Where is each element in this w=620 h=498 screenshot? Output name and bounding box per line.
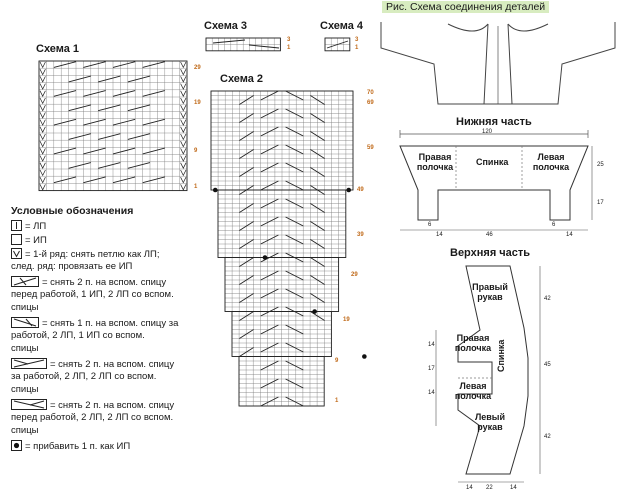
scheme-2-row-1: 1 <box>335 398 339 404</box>
upper-dim-1: 42 <box>544 296 551 302</box>
chart-grid <box>211 91 353 190</box>
scheme-4-title: Схема 4 <box>320 20 364 32</box>
upper-left-front-label: Левая полочка <box>454 381 492 401</box>
legend-cable-2 <box>11 317 216 331</box>
chart-grid <box>239 357 324 407</box>
purl-symbol-icon <box>11 234 22 245</box>
slip-mark <box>40 69 45 74</box>
slip-stitch-icon <box>11 248 22 259</box>
lower-height-2-label: 17 <box>597 200 604 206</box>
cable-stroke <box>83 119 105 125</box>
cable-stroke <box>69 163 91 169</box>
lower-height-1-label: 25 <box>597 162 604 168</box>
cable-stroke <box>54 148 76 154</box>
slip-mark <box>40 98 45 103</box>
cable-stroke <box>83 177 105 183</box>
lower-side-width-right-label: 14 <box>566 232 573 238</box>
slip-mark <box>181 134 186 139</box>
slip-mark <box>40 120 45 125</box>
legend-purl <box>11 234 216 248</box>
legend-cable-2-line-2: работой, 2 ЛП, 1 ИП со вспом. <box>11 330 145 341</box>
upper-right-sleeve-label: Правый рукав <box>472 282 508 302</box>
cable-stroke <box>143 91 165 97</box>
cable-right-purl-icon <box>11 317 39 328</box>
increase-dot <box>362 354 367 359</box>
scheme-4-chart <box>324 37 351 52</box>
slip-mark <box>40 184 45 189</box>
scheme-2-row-59: 59 <box>367 145 374 151</box>
cable-stroke <box>54 91 76 97</box>
legend-cable-4 <box>11 399 216 413</box>
legend-cable-3-line-3: спицы <box>11 384 39 395</box>
legend-cable-1 <box>11 276 216 290</box>
legend-knit-text: = ЛП <box>25 221 47 232</box>
increase-dot <box>346 188 351 193</box>
legend-cable-2-line-3: спицы <box>11 343 39 354</box>
scheme-1-row-19: 19 <box>194 100 201 106</box>
scheme-3-title: Схема 3 <box>204 20 248 32</box>
slip-mark <box>181 112 186 117</box>
cable-left-4-icon <box>11 399 47 410</box>
increase-dot <box>312 309 317 314</box>
upper-right-front-label: Правая полочка <box>454 333 492 353</box>
lower-width-label: 120 <box>482 129 493 135</box>
slip-mark <box>40 127 45 132</box>
legend-cable-1-line-2: перед работой, 1 ИП, 2 ЛП со вспом. <box>11 289 174 300</box>
legend-slip-line-1: = 1-й ряд: снять петлю как ЛП; <box>25 249 160 260</box>
scheme-3-chart <box>205 37 283 52</box>
upper-part-title: Верхняя часть <box>450 247 531 259</box>
scheme-3-row-1: 1 <box>287 45 291 51</box>
legend <box>11 220 216 440</box>
increase-dot-icon <box>11 440 22 451</box>
jacket-sketch <box>378 18 618 110</box>
cable-stroke <box>143 177 165 183</box>
scheme-4-row-3: 3 <box>355 37 359 43</box>
scheme-2-row-69: 69 <box>367 100 374 106</box>
slip-mark <box>181 148 186 153</box>
lower-left-front-label: Левая полочка <box>532 152 570 172</box>
cable-stroke <box>69 76 91 82</box>
upper-dim-3: 42 <box>544 434 551 440</box>
slip-mark <box>40 156 45 161</box>
slip-mark <box>40 76 45 81</box>
cable-stroke <box>113 91 135 97</box>
slip-mark <box>181 76 186 81</box>
cable-stroke <box>54 177 76 183</box>
upper-width-3: 14 <box>510 485 517 491</box>
cable-stroke <box>98 163 120 169</box>
legend-slip-line-2: след. ряд: провязать ее ИП <box>11 261 133 272</box>
slip-mark <box>181 120 186 125</box>
scheme-1-row-9: 9 <box>194 148 198 154</box>
slip-mark <box>181 184 186 189</box>
cable-stroke <box>143 148 165 154</box>
scheme-2-row-29: 29 <box>351 272 358 278</box>
slip-mark <box>40 177 45 182</box>
scheme-1-chart <box>38 60 190 193</box>
upper-left-sleeve-label: Левый рукав <box>474 412 506 432</box>
scheme-2-row-39: 39 <box>357 232 364 238</box>
legend-cable-4-line-3: спицы <box>11 425 39 436</box>
scheme-2-title: Схема 2 <box>220 73 264 85</box>
scheme-2-chart <box>210 90 375 408</box>
slip-mark <box>40 62 45 67</box>
slip-mark <box>181 170 186 175</box>
slip-mark <box>181 177 186 182</box>
assembly-header: Рис. Схема соединения деталей <box>382 1 549 13</box>
scheme-1-row-1: 1 <box>194 184 198 190</box>
cable-stroke <box>113 119 135 125</box>
slip-mark <box>181 105 186 110</box>
lower-right-front-label: Правая полочка <box>416 152 454 172</box>
cable-right-4-icon <box>11 358 47 369</box>
cable-stroke <box>98 76 120 82</box>
slip-mark <box>40 134 45 139</box>
lower-side-width-label: 14 <box>436 232 443 238</box>
legend-cable-1-line-1: = снять 2 п. на вспом. спицу <box>42 277 167 288</box>
upper-dim-2: 45 <box>544 362 551 368</box>
cable-stroke <box>128 134 150 140</box>
cable-left-purl-icon <box>11 276 39 287</box>
slip-mark <box>181 141 186 146</box>
cable-stroke <box>249 45 279 48</box>
cable-stroke <box>98 105 120 111</box>
cable-stroke <box>54 119 76 125</box>
slip-mark <box>181 163 186 168</box>
slip-mark <box>181 84 186 89</box>
slip-mark <box>40 105 45 110</box>
cable-stroke <box>128 76 150 82</box>
cable-stroke <box>113 177 135 183</box>
upper-width-1: 14 <box>466 485 473 491</box>
slip-mark <box>40 84 45 89</box>
cable-stroke <box>143 119 165 125</box>
legend-increase-text: = прибавить 1 п. как ИП <box>25 441 131 452</box>
cable-stroke <box>213 40 245 43</box>
cable-stroke <box>113 62 135 68</box>
legend-cable-3-line-1: = снять 2 п. на вспом. спицу <box>50 359 175 370</box>
legend-slip <box>11 248 216 262</box>
cable-stroke <box>83 91 105 97</box>
scheme-4-row-1: 1 <box>355 45 359 51</box>
scheme-1-row-29: 29 <box>194 65 201 71</box>
scheme-3-row-3: 3 <box>287 37 291 43</box>
scheme-2-row-19: 19 <box>343 317 350 323</box>
lower-part-title: Нижняя часть <box>456 116 532 128</box>
cable-stroke <box>128 163 150 169</box>
scheme-1-title: Схема 1 <box>36 43 80 55</box>
legend-cable-2-line-1: = снять 1 п. на вспом. спицу за <box>42 318 179 329</box>
cable-stroke <box>83 148 105 154</box>
cable-stroke <box>143 62 165 68</box>
upper-dim-5: 17 <box>428 366 435 372</box>
lower-back-label: Спинка <box>476 157 509 167</box>
upper-back-label: Спинка <box>496 339 506 372</box>
slip-mark <box>181 98 186 103</box>
lower-small-width-right-label: 6 <box>552 222 556 228</box>
chart-grid <box>225 258 339 312</box>
scheme-2-row-70: 70 <box>367 90 374 96</box>
lower-part-diagram <box>392 126 612 238</box>
legend-purl-text: = ИП <box>25 235 47 246</box>
cable-stroke <box>69 105 91 111</box>
chart-grid <box>39 61 187 191</box>
slip-mark <box>40 163 45 168</box>
knit-symbol-icon <box>11 220 22 231</box>
scheme-2-row-9: 9 <box>335 358 339 364</box>
upper-width-2: 22 <box>486 485 493 491</box>
cable-stroke <box>113 148 135 154</box>
legend-cable-1-line-3: спицы <box>11 302 39 313</box>
slip-mark <box>181 156 186 161</box>
legend-cable-3 <box>11 358 216 372</box>
legend-title: Условные обозначения <box>11 205 134 217</box>
legend-increase <box>11 440 216 454</box>
cable-stroke <box>98 134 120 140</box>
slip-mark <box>181 127 186 132</box>
slip-mark <box>181 62 186 67</box>
upper-dim-4: 14 <box>428 342 435 348</box>
slip-mark <box>181 69 186 74</box>
cable-stroke <box>69 134 91 140</box>
slip-mark <box>40 170 45 175</box>
legend-cable-3-line-2: за работой, 2 ЛП, 2 ЛП со вспом. <box>11 371 157 382</box>
slip-mark <box>40 112 45 117</box>
cable-stroke <box>128 105 150 111</box>
scheme-2-row-49: 49 <box>357 187 364 193</box>
legend-cable-4-line-1: = снять 2 п. на вспом. спицу <box>50 400 175 411</box>
slip-mark <box>40 141 45 146</box>
cable-stroke <box>54 62 76 68</box>
slip-mark <box>40 91 45 96</box>
increase-dot <box>263 255 268 260</box>
cable-stroke <box>83 62 105 68</box>
increase-dot <box>213 188 218 193</box>
lower-small-width-label: 6 <box>428 222 432 228</box>
upper-dim-6: 14 <box>428 390 435 396</box>
legend-knit <box>11 220 216 234</box>
legend-cable-4-line-2: перед работой, 2 ЛП, 2 ЛП со вспом. <box>11 412 174 423</box>
chart-grid <box>218 190 346 258</box>
slip-mark <box>40 148 45 153</box>
lower-mid-width-label: 46 <box>486 232 493 238</box>
slip-mark <box>181 91 186 96</box>
